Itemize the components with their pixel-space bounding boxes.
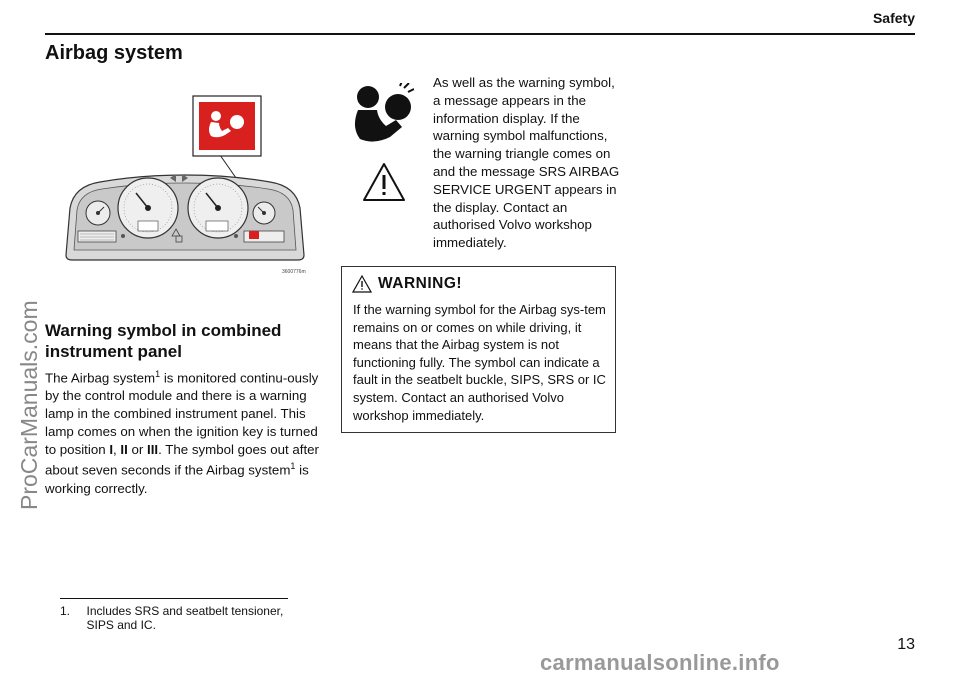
header-rule [45,33,915,35]
warning-box [341,266,616,433]
page-title: Airbag system [45,42,183,64]
section-header: Safety [872,10,915,26]
footnote-ref: 1 [155,369,161,379]
warning-symbol-note: As well as the warning symbol, a message appears in the information display. If the warning symbol malfunctions, the warning triangle comes on and the message SRS AIRBAG SERVICE URGENT appears in the display. Contact an authorised Volvo workshop immediately. [433,75,620,251]
airbag-warning-icon [352,83,414,145]
instrument-panel-figure [60,90,310,290]
warning-heading-row [352,275,462,293]
footnote-rule [60,598,288,599]
warning-body: If the warning symbol for the Airbag sys-tem remains on or comes on while driving, it means that the Airbag system is not functioning fully. The symbol can indicate a fault in the seatbelt buckle, SIPS, SRS or IC system. Contact an authorised Volvo workshop immediately. [353,302,606,423]
footnote-text: Includes SRS and seatbelt tensioner, SIPS and IC. [86,604,284,632]
dashboard-illustration [66,96,304,260]
footnote-ref: 1 [290,461,296,472]
airbag-warning-lamp [199,102,255,150]
footnote-number: 1. [60,604,71,618]
section-body: The Airbag system$^1$ is monitored continu-ously by the control module and there is a warning lamp in the combined instrument panel. This lamp comes on when the ignition key is turned to position I, II or III. The symbol goes out after about seven seconds if the Airbag system$^1$ is working correctly. [45,369,319,496]
footnote [60,604,310,632]
position-iii: III [147,441,159,457]
watermark-bottom: carmanualsonline.info [540,650,780,675]
figure-code: 3600776m [282,269,306,275]
warning-heading: WARNING! [378,275,463,292]
warning-triangle-icon [362,162,406,202]
warning-triangle-small-icon [352,275,372,293]
page-number: 13 [897,636,915,653]
watermark-vertical: ProCarManuals.com [16,300,42,510]
position-ii: II [120,441,128,457]
section-heading: Warning symbol in combined instrument panel [45,321,282,361]
position-i: I [109,441,114,457]
